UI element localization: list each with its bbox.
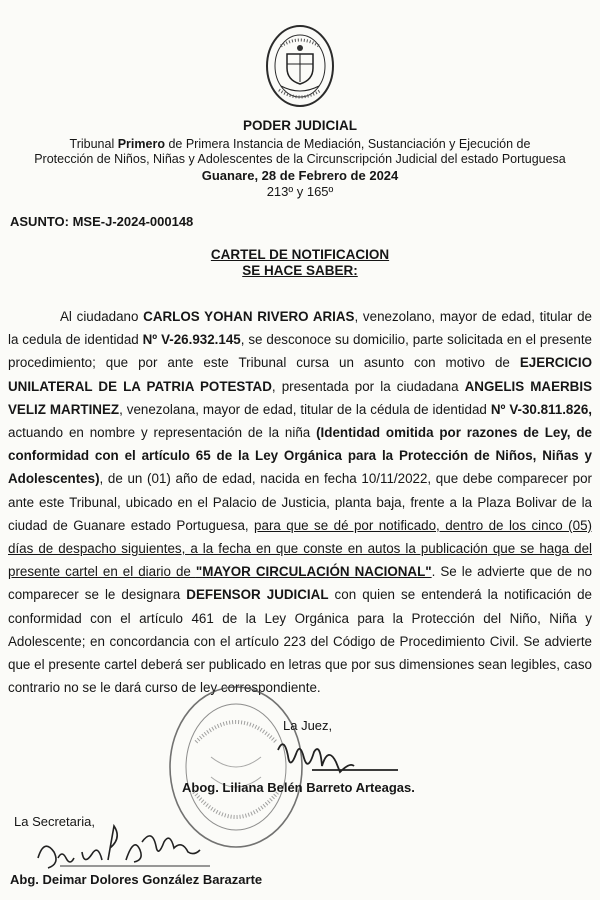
secretaria-name: Abg. Deimar Dolores González Barazarte <box>10 872 263 887</box>
judge-signature-icon <box>272 730 402 780</box>
juez-label: La Juez, <box>283 718 333 733</box>
cartel-subtitle: SE HACE SABER: <box>242 263 358 278</box>
juez-name: Abog. Liliana Belén Barreto Arteagas. <box>182 780 415 795</box>
asunto-number: ASUNTO: MSE-J-2024-000148 <box>10 214 194 229</box>
secretaria-label: La Secretaria, <box>14 814 95 829</box>
cartel-title: CARTEL DE NOTIFICACION <box>210 247 390 262</box>
header-title: PODER JUDICIAL <box>242 118 357 133</box>
header-years: 213º y 165º <box>266 184 334 199</box>
official-seal-icon <box>265 24 335 108</box>
header-line-2: Protección de Niños, Niñas y Adolescentes de la Circunscripción Judicial del estado Portuguesa <box>34 152 566 166</box>
notification-body: Al ciudadano CARLOS YOHAN RIVERO ARIAS, venezolano, mayor de edad, titular de la cedula de identidad Nº V-26.932.145, se desconoce su domicilio, parte solicitada en el presente procedimiento; que por ante este Tribunal cursa un asunto con motivo de EJERCICIO UNILATERAL DE LA PATRIA POTESTAD, presentada por la ciudadana ANGELIS MAERBIS VELIZ MARTINEZ, venezolana, mayor de edad, titular de la cédula de identidad Nº V-30.811.826, actuando en nombre y representación de la niña (Identidad omitida por razones de Ley, de conformidad con el artículo 65 de la Ley Orgánica para la Protección de Niños, Niñas y Adolescentes), de un (01) año de edad, nacida en fecha 10/11/2022, que debe comparecer por ante este Tribunal, ubicado en el Palacio de Justicia, planta baja, frente a la Plaza Bolivar de la ciudad de Guanare estado Portuguesa, para que se dé por notificado, dentro de los cinco (05) días de despacho siguientes, a la fecha en que conste en autos la publicación que se haga del presente cartel en el diario de "MAYOR CIRCULACIÓN NACIONAL". Se le advierte que de no comparecer se le designara DEFENSOR JUDICIAL con quien se entenderá la notificación de conformidad con el artículo 461 de la Ley Orgánica para la Protección del Niño, Niña y Adolescente; en concordancia con el artículo 223 del Código de Procedimiento Civil. Se advierte que el presente cartel deberá ser publicado en letras que por sus dimensiones sean legibles, caso contrario no se le dará curso de ley correspondiente. <box>8 309 592 696</box>
header-date: Guanare, 28 de Febrero de 2024 <box>201 168 399 183</box>
header-line-1: Tribunal Primero de Primera Instancia de Mediación, Sustanciación y Ejecución de <box>69 137 531 151</box>
